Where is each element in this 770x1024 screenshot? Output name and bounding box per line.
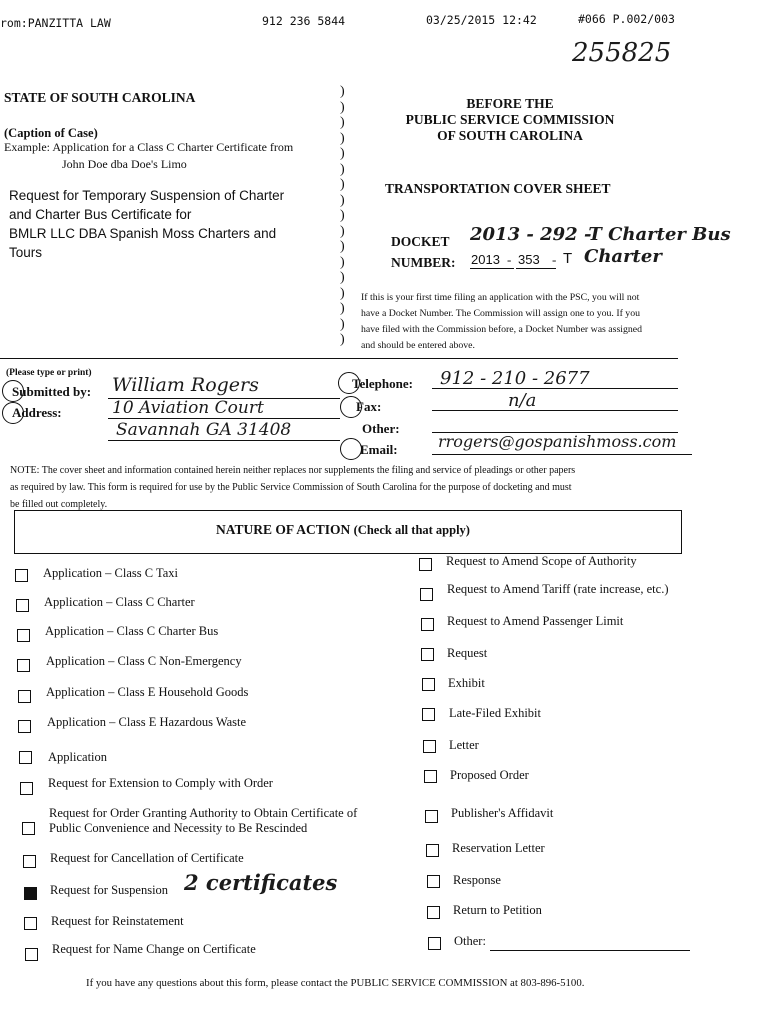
fax-datetime: 03/25/2015 12:42 <box>426 13 537 27</box>
note-line: have a Docket Number. The Commission will assign one to you. If you <box>361 308 640 319</box>
legal-note-line: be filled out completely. <box>10 499 108 510</box>
docket-suffix-field[interactable]: T <box>563 250 573 267</box>
item-extension: Request for Extension to Comply with Order <box>48 776 273 790</box>
item-name-change: Request for Name Change on Certificate <box>52 942 256 956</box>
fax-field[interactable]: n/a <box>508 390 537 411</box>
handwritten-stamp-number: 255825 <box>572 38 672 68</box>
checkbox-suspension[interactable] <box>24 887 37 900</box>
nature-hint: (Check all that apply) <box>353 523 470 537</box>
address-line1-field[interactable]: 10 Aviation Court <box>112 398 264 418</box>
handwritten-suffix: Charter <box>584 246 662 267</box>
item-class-e-household: Application – Class E Household Goods <box>46 685 249 699</box>
checkbox-extension[interactable] <box>20 782 33 795</box>
legal-note-line: NOTE: The cover sheet and information contained herein neither replaces nor supplements the filing and service of pleadings or other papers <box>10 465 576 476</box>
checkbox-class-e-hazardous[interactable] <box>18 720 31 733</box>
checkbox-response[interactable] <box>427 875 440 888</box>
item-class-c-charter-bus: Application – Class C Charter Bus <box>45 624 219 638</box>
caption-label: (Caption of Case) <box>4 126 98 140</box>
checkbox-exhibit[interactable] <box>422 678 435 691</box>
case-caption-line: Tours <box>9 245 43 260</box>
item-amend-tariff: Request to Amend Tariff (rate increase, etc.) <box>447 582 669 596</box>
item-suspension: Request for Suspension <box>50 883 169 897</box>
legal-note-line: as required by law. This form is required for use by the Public Service Commission of South Carolina for the purpose of docketing and must <box>10 482 572 493</box>
case-caption-line: Request for Temporary Suspension of Charter <box>9 188 285 203</box>
address-label: Address: <box>12 405 62 420</box>
other-field[interactable] <box>490 950 690 951</box>
footer-contact: If you have any questions about this form, please contact the PUBLIC SERVICE COMMISSION at 803-896-5100. <box>86 977 585 989</box>
checkbox-reinstatement[interactable] <box>24 917 37 930</box>
fax-phone: 912 236 5844 <box>262 14 346 28</box>
case-caption-line: and Charter Bus Certificate for <box>9 207 192 222</box>
item-reinstatement: Request for Reinstatement <box>51 914 184 928</box>
checkbox-class-e-household[interactable] <box>18 690 31 703</box>
nature-title: NATURE OF ACTION <box>216 522 351 537</box>
item-reservation-letter: Reservation Letter <box>452 841 545 855</box>
note-line: have filed with the Commission before, a Docket Number was assigned <box>361 324 643 335</box>
docket-label: DOCKET <box>391 234 450 249</box>
checkbox-rescind[interactable] <box>22 822 35 835</box>
item-rescind-line2: Public Convenience and Necessity to Be Rescinded <box>49 821 308 835</box>
address-line2-field[interactable]: Savannah GA 31408 <box>116 420 292 440</box>
circle-mark <box>340 438 362 460</box>
checkbox-class-c-charter[interactable] <box>16 599 29 612</box>
telephone-label: Telephone: <box>352 376 413 391</box>
checkbox-cancellation[interactable] <box>23 855 36 868</box>
item-response: Response <box>453 873 501 887</box>
item-amend-scope: Request to Amend Scope of Authority <box>446 554 637 568</box>
checkbox-class-c-non-emergency[interactable] <box>17 659 30 672</box>
docket-note <box>361 290 642 354</box>
handwritten-docket: 2013 - 292 -T Charter Bus <box>470 224 731 245</box>
item-return-petition: Return to Petition <box>453 903 542 917</box>
caption-example: Example: Application for a Class C Charter Certificate from <box>4 140 294 154</box>
sheet-title: TRANSPORTATION COVER SHEET <box>385 181 611 196</box>
checkbox-class-c-taxi[interactable] <box>15 569 28 582</box>
case-caption-line: BMLR LLC DBA Spanish Moss Charters and <box>9 226 277 241</box>
print-hint: (Please type or print) <box>6 368 92 378</box>
docket-year-field[interactable]: 2013 <box>471 252 500 267</box>
legal-note <box>10 462 700 513</box>
item-rescind-line1: Request for Order Granting Authority to Obtain Certificate of <box>49 806 358 820</box>
item-proposed-order: Proposed Order <box>450 768 529 782</box>
checkbox-late-filed[interactable] <box>422 708 435 721</box>
item-request: Request <box>447 646 488 660</box>
checkbox-proposed-order[interactable] <box>424 770 437 783</box>
paren-column: ) ) ) ) ) ) ) ) ) ) ) ) ) ) ) ) ) <box>340 84 345 347</box>
other-label: Other: <box>362 421 400 436</box>
item-application: Application <box>48 750 108 764</box>
checkbox-request[interactable] <box>421 648 434 661</box>
checkbox-return-petition[interactable] <box>427 906 440 919</box>
note-line: If this is your first time filing an application with the PSC, you will not <box>361 292 640 303</box>
item-class-e-hazardous: Application – Class E Hazardous Waste <box>47 715 247 729</box>
telephone-field[interactable]: 912 - 210 - 2677 <box>440 368 590 389</box>
checkbox-amend-scope[interactable] <box>419 558 432 571</box>
fax-page: #066 P.002/003 <box>578 12 675 26</box>
fax-label: Fax: <box>356 399 382 414</box>
caption-example-2: John Doe dba Doe's Limo <box>62 157 187 171</box>
item-class-c-charter: Application – Class C Charter <box>44 595 195 609</box>
commission-heading <box>380 96 640 144</box>
submitted-by-field[interactable]: William Rogers <box>112 374 259 396</box>
checkbox-amend-tariff[interactable] <box>420 588 433 601</box>
item-late-filed: Late-Filed Exhibit <box>449 706 541 720</box>
checkbox-publisher-affidavit[interactable] <box>425 810 438 823</box>
checkbox-amend-passenger[interactable] <box>421 618 434 631</box>
checkbox-letter[interactable] <box>423 740 436 753</box>
item-rescind <box>49 806 357 836</box>
docket-number-field[interactable]: 353 <box>518 252 540 267</box>
checkbox-other[interactable] <box>428 937 441 950</box>
checkbox-name-change[interactable] <box>25 948 38 961</box>
heading-line: BEFORE THE <box>466 96 554 111</box>
item-cancellation: Request for Cancellation of Certificate <box>50 851 244 865</box>
item-amend-passenger: Request to Amend Passenger Limit <box>447 614 624 628</box>
item-publisher-affidavit: Publisher's Affidavit <box>451 806 554 820</box>
nature-of-action-heading <box>216 522 470 538</box>
handwritten-annotation: 2 certificates <box>184 870 338 895</box>
item-letter: Letter <box>449 738 479 752</box>
checkbox-application[interactable] <box>19 751 32 764</box>
fax-from: rom:PANZITTA LAW <box>0 16 111 30</box>
item-class-c-taxi: Application – Class C Taxi <box>43 566 178 580</box>
submitted-by-label: Submitted by: <box>12 384 92 399</box>
state-heading: STATE OF SOUTH CAROLINA <box>4 90 196 105</box>
note-line: and should be entered above. <box>361 340 475 351</box>
checkbox-class-c-charter-bus[interactable] <box>17 629 30 642</box>
email-label: Email: <box>360 442 398 457</box>
item-class-c-non-emergency: Application – Class C Non-Emergency <box>46 654 242 668</box>
heading-line: OF SOUTH CAROLINA <box>437 128 583 143</box>
email-field[interactable]: rrogers@gospanishmoss.com <box>438 432 677 451</box>
case-caption <box>9 186 284 262</box>
item-other: Other: <box>454 934 486 948</box>
heading-line: PUBLIC SERVICE COMMISSION <box>405 112 615 127</box>
checkbox-reservation-letter[interactable] <box>426 844 439 857</box>
item-exhibit: Exhibit <box>448 676 485 690</box>
number-label: NUMBER: <box>391 255 456 270</box>
